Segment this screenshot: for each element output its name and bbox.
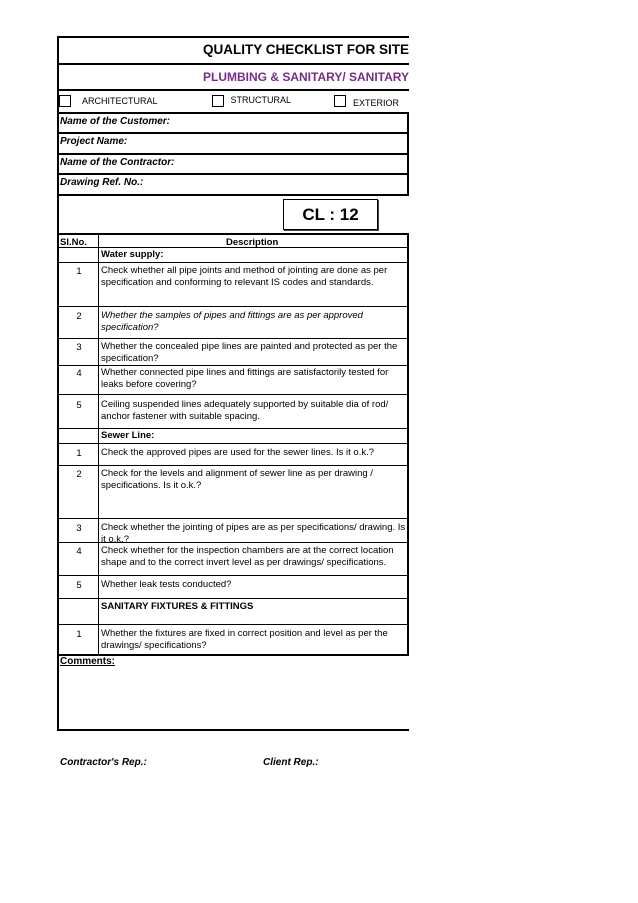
table-row-line bbox=[57, 598, 409, 599]
customer-label: Name of the Customer: bbox=[60, 116, 171, 127]
structural-checkbox[interactable] bbox=[212, 95, 224, 107]
row-number: 3 bbox=[76, 342, 82, 353]
row-description: Whether the fixtures are fixed in correct position and level as per the drawings/ specifications? bbox=[101, 628, 388, 652]
row-number: 2 bbox=[76, 311, 82, 322]
table-row-line bbox=[57, 338, 409, 339]
rule bbox=[57, 63, 409, 65]
contractor-rep-label: Contractor's Rep.: bbox=[60, 757, 147, 768]
row-description: Check whether for the inspection chambers are at the correct location shape and to the correct invert level as per drawings/ specifications. bbox=[101, 545, 394, 569]
row-number: 1 bbox=[76, 266, 82, 277]
table-row-line bbox=[57, 624, 409, 625]
row-number: 1 bbox=[76, 629, 82, 640]
sheet-left-border bbox=[57, 36, 59, 730]
row-description: Check whether the jointing of pipes are as per specifications/ drawing. Is it o.k.? bbox=[101, 522, 406, 546]
row-number: 4 bbox=[76, 368, 82, 379]
row-description: Ceiling suspended lines adequately supported by suitable dia of rod/ anchor fastener with suitable spacing. bbox=[101, 399, 389, 423]
row-number: 2 bbox=[76, 469, 82, 480]
table-row-line bbox=[57, 575, 409, 576]
row-number: 3 bbox=[76, 523, 82, 534]
contractor-label: Name of the Contractor: bbox=[60, 157, 175, 168]
table-row-line bbox=[57, 428, 409, 429]
row-description: Whether the concealed pipe lines are painted and protected as per the specification? bbox=[101, 341, 398, 365]
table-col-divider bbox=[98, 233, 99, 656]
row-number: 4 bbox=[76, 546, 82, 557]
drawing-label: Drawing Ref. No.: bbox=[60, 177, 144, 188]
rule bbox=[57, 89, 409, 91]
table-row-line bbox=[57, 247, 409, 248]
description-header: Description bbox=[226, 237, 279, 248]
row-number: 1 bbox=[76, 448, 82, 459]
table-row-line bbox=[57, 306, 409, 307]
sewer-line-heading: Sewer Line: bbox=[101, 430, 155, 441]
architectural-checkbox[interactable] bbox=[59, 95, 71, 107]
comments-label: Comments: bbox=[60, 656, 116, 667]
rule bbox=[57, 153, 409, 155]
row-description: Whether leak tests conducted? bbox=[101, 579, 232, 590]
rule bbox=[57, 112, 409, 114]
client-rep-label: Client Rep.: bbox=[263, 757, 319, 768]
rule bbox=[57, 233, 409, 235]
row-description: Check the approved pipes are used for the sewer lines. Is it o.k.? bbox=[101, 447, 375, 458]
architectural-label: ARCHITECTURAL bbox=[82, 96, 158, 106]
rule bbox=[57, 132, 409, 134]
water-supply-heading: Water supply: bbox=[101, 249, 164, 260]
rule bbox=[57, 194, 409, 196]
exterior-checkbox[interactable] bbox=[334, 95, 346, 107]
table-row-line bbox=[57, 518, 409, 519]
project-label: Project Name: bbox=[60, 136, 128, 147]
row-description: Whether the samples of pipes and fittings are as per approved specification? bbox=[101, 310, 363, 334]
comments-bottom-line bbox=[57, 729, 409, 731]
table-row-line bbox=[57, 443, 409, 444]
row-number: 5 bbox=[76, 400, 82, 411]
checklist-code: CL : 12 bbox=[283, 199, 378, 230]
table-row-line bbox=[57, 394, 409, 395]
page-title: QUALITY CHECKLIST FOR SITE bbox=[202, 42, 409, 57]
page-subtitle: PLUMBING & SANITARY/ SANITARY bbox=[203, 70, 409, 84]
row-description: Check for the levels and alignment of sewer line as per drawing / specifications. Is it o.k.? bbox=[101, 468, 373, 492]
table-row-line bbox=[57, 465, 409, 466]
table-row-line bbox=[57, 262, 409, 263]
row-number: 5 bbox=[76, 580, 82, 591]
row-description: Whether connected pipe lines and fittings are satisfactorily tested for leaks before covering? bbox=[101, 367, 389, 391]
field-right-border bbox=[407, 112, 409, 196]
structural-label: STRUCTURAL bbox=[230, 95, 291, 105]
fixtures-heading: SANITARY FIXTURES & FITTINGS bbox=[101, 601, 254, 612]
sl-no-header: Sl.No. bbox=[60, 237, 87, 248]
row-description: Check whether all pipe joints and method of jointing are done as per specification and conforming to relevant IS codes and standards. bbox=[101, 265, 388, 289]
rule bbox=[57, 173, 409, 175]
exterior-label: EXTERIOR bbox=[352, 98, 399, 108]
rule bbox=[57, 36, 409, 38]
